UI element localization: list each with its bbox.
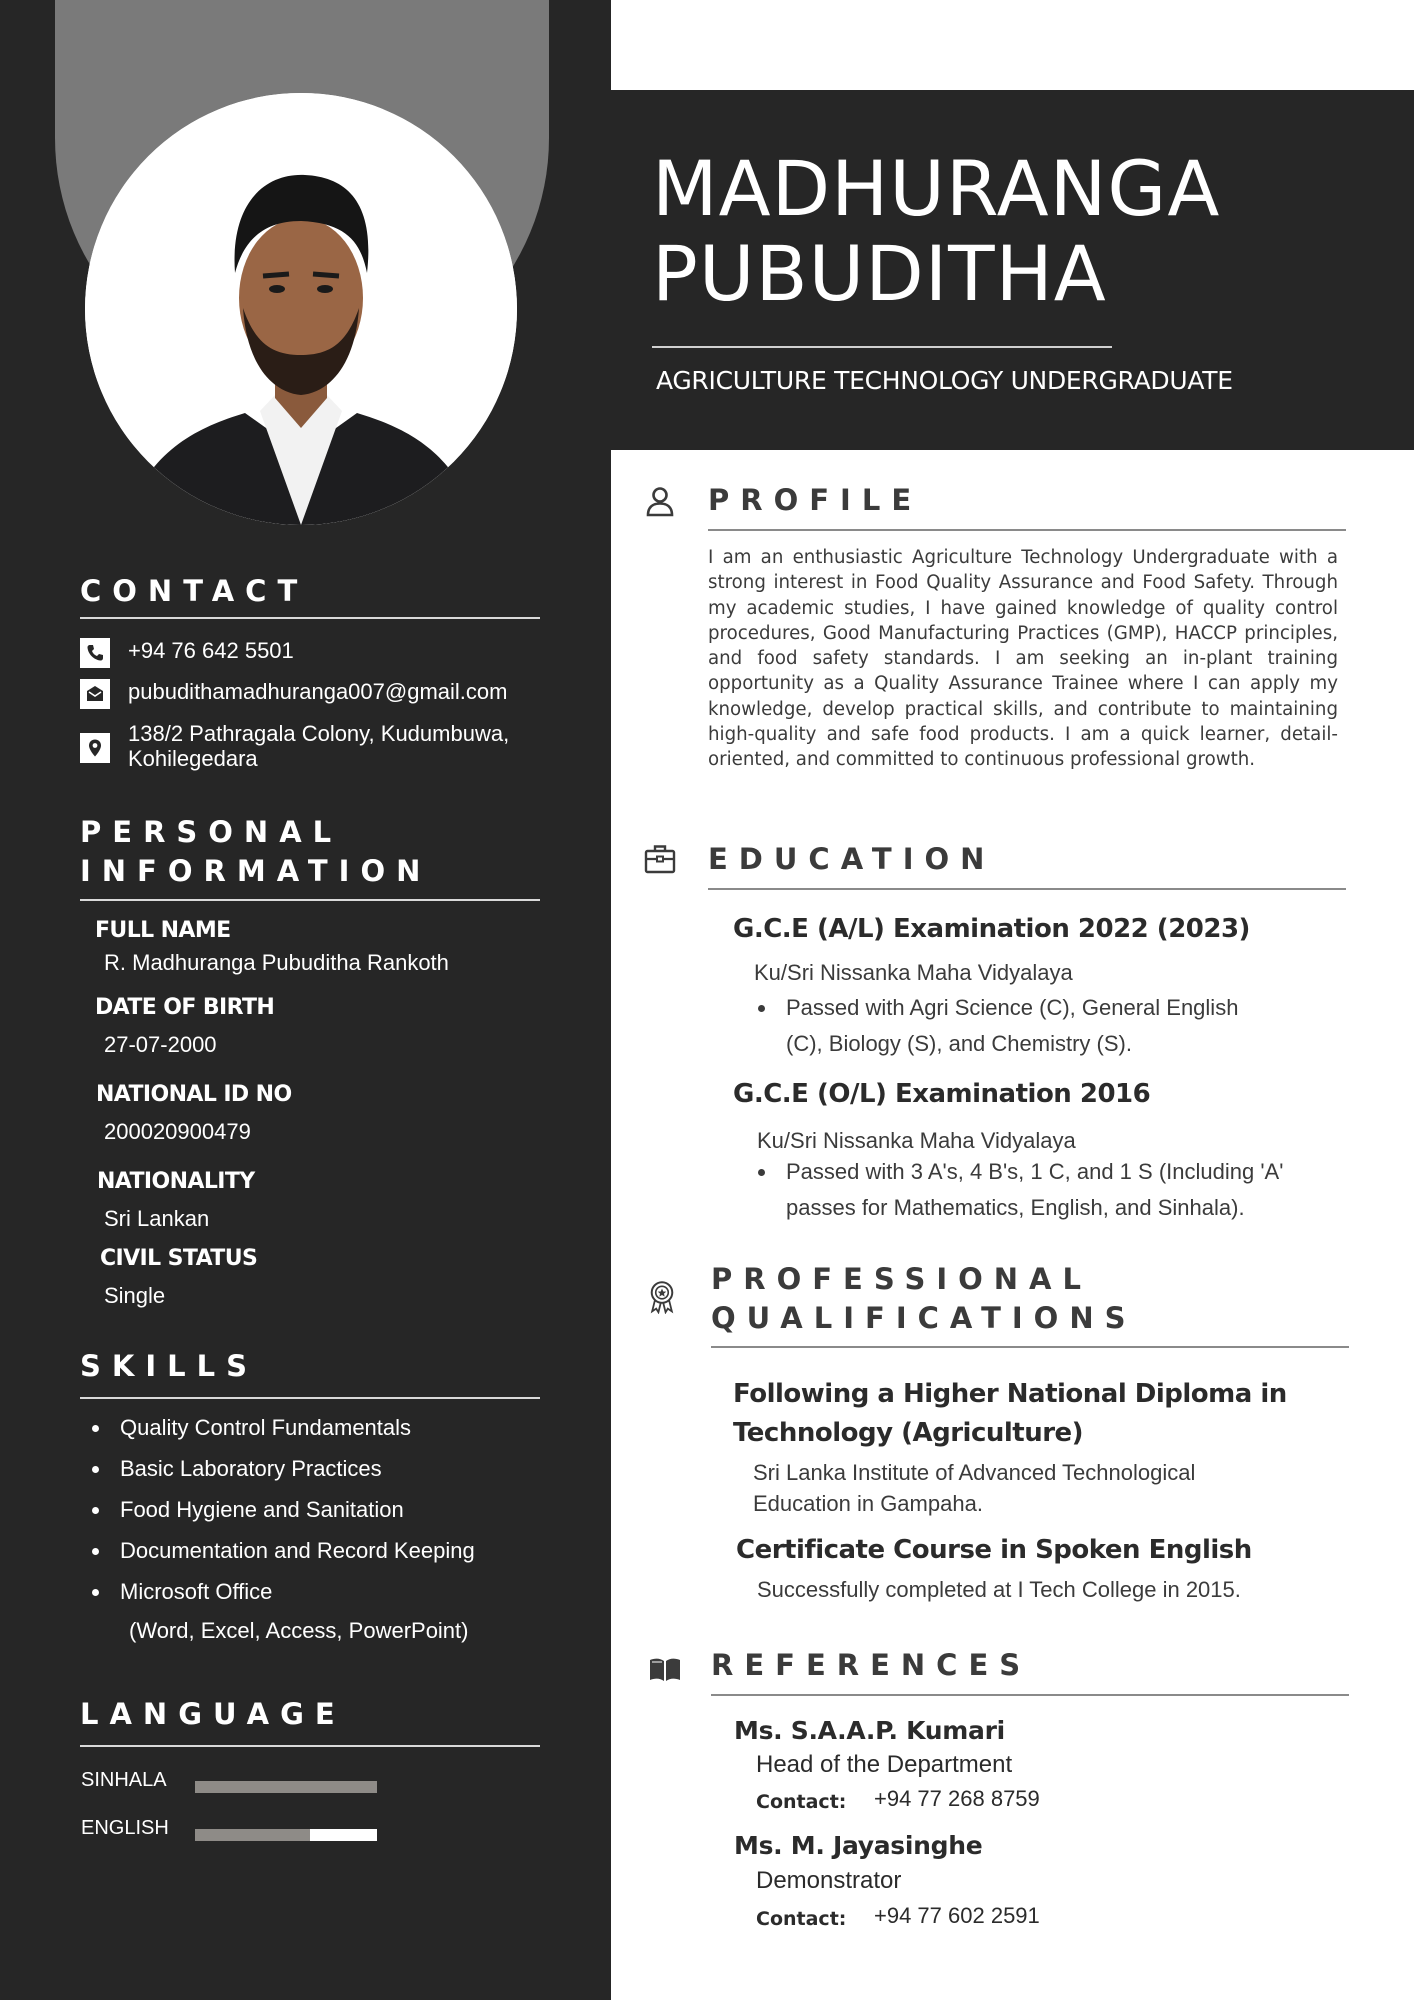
language-name: SINHALA: [81, 1769, 167, 1791]
ol-result-line-2: passes for Mathematics, English, and Sinhala).: [786, 1195, 1245, 1220]
profile-divider: [708, 529, 1346, 531]
hnd-institute: [753, 1457, 1195, 1519]
full-name-label: FULL NAME: [95, 918, 231, 943]
reference-phone[interactable]: +94 77 602 2591: [874, 1903, 1040, 1928]
personal-divider: [80, 899, 540, 901]
open-book-icon: [648, 1652, 682, 1686]
award-badge-icon: [645, 1280, 679, 1314]
reference-contact-label: Contact:: [756, 1791, 847, 1813]
ol-result: [756, 1154, 1283, 1226]
first-name: MADHURANGA: [652, 144, 1221, 233]
nationality-label: NATIONALITY: [97, 1169, 255, 1194]
hnd-institute-line-2: Education in Gampaha.: [753, 1491, 983, 1516]
nic-label: NATIONAL ID NO: [96, 1082, 292, 1107]
briefcase-icon: [643, 842, 677, 876]
phone-icon: [80, 638, 110, 668]
email-address: pubudithamadhuranga007@gmail.com: [128, 679, 508, 704]
ol-exam-title: G.C.E (O/L) Examination 2016: [733, 1079, 1151, 1109]
reference-role: Demonstrator: [756, 1867, 902, 1894]
skill-item: Microsoft Office: [92, 1577, 475, 1618]
language-level-bar: [195, 1781, 377, 1793]
job-title: AGRICULTURE TECHNOLOGY UNDERGRADUATE: [656, 366, 1233, 395]
certificate-title: Certificate Course in Spoken English: [736, 1535, 1252, 1565]
last-name: PUBUDITHA: [652, 229, 1107, 318]
certificate-text: Successfully completed at I Tech College in 2015.: [757, 1577, 1241, 1602]
ol-result-line-1: Passed with 3 A's, 4 B's, 1 C, and 1 S (Including 'A': [786, 1159, 1284, 1184]
address-line-1: 138/2 Pathragala Colony, Kudumbuwa,: [128, 721, 510, 746]
office-detail: (Word, Excel, Access, PowerPoint): [129, 1618, 469, 1643]
dob-value: 27-07-2000: [104, 1032, 217, 1057]
skill-item: Documentation and Record Keeping: [92, 1536, 475, 1577]
nic-value: 200020900479: [104, 1119, 251, 1144]
qualifications-divider: [711, 1346, 1349, 1348]
skills-list: [92, 1413, 475, 1618]
person-icon: [643, 484, 677, 518]
skills-divider: [80, 1397, 540, 1399]
contact-phone[interactable]: [80, 638, 294, 668]
language-heading: LANGUAGE: [80, 1697, 346, 1731]
personal-heading-line-1: PERSONAL: [80, 815, 343, 849]
civil-status-value: Single: [104, 1283, 166, 1308]
phone-number: +94 76 642 5501: [128, 638, 294, 663]
hnd-title-line-2: Technology (Agriculture): [733, 1418, 1084, 1448]
ol-school: Ku/Sri Nissanka Maha Vidyalaya: [757, 1128, 1076, 1153]
qualifications-heading-line-1: PROFESSIONAL: [711, 1262, 1092, 1296]
location-pin-icon: [80, 733, 110, 763]
reference-name: Ms. M. Jayasinghe: [734, 1831, 983, 1860]
al-result: [756, 990, 1238, 1062]
al-result-line-1: Passed with Agri Science (C), General English: [786, 995, 1239, 1020]
hnd-title-line-1: Following a Higher National Diploma in: [733, 1379, 1287, 1409]
language-level-fill: [195, 1829, 310, 1841]
reference-name: Ms. S.A.A.P. Kumari: [734, 1716, 1005, 1745]
al-result-line-2: (C), Biology (S), and Chemistry (S).: [786, 1031, 1132, 1056]
al-exam-title: G.C.E (A/L) Examination 2022 (2023): [733, 914, 1250, 944]
language-divider: [80, 1745, 540, 1747]
contact-address: [80, 721, 509, 771]
profile-heading: PROFILE: [708, 483, 923, 517]
hnd-title: [733, 1375, 1287, 1453]
title-divider: [652, 346, 1112, 348]
language-level-fill: [195, 1781, 377, 1793]
references-heading: REFERENCES: [711, 1648, 1032, 1682]
nationality-value: Sri Lankan: [104, 1206, 210, 1231]
profile-summary: I am an enthusiastic Agriculture Technology Undergraduate with a strong interest in Food Quality Assurance and Food Safety. Through my academic studies, I have gained knowledge of quality control procedures, Good Manufacturing Practices (GMP), HACCP principles, and food safety standards. I am seeking an in-plant training opportunity as a Quality Assurance Trainee where I can apply my knowledge, develop practical skills, and contribute to maintaining high-quality and safe food products. I am a quick learner, detail-oriented, and committed to continuous professional growth.: [708, 547, 1338, 771]
personal-heading-line-2: INFORMATION: [80, 854, 432, 888]
skill-item: Food Hygiene and Sanitation: [92, 1495, 475, 1536]
reference-role: Head of the Department: [756, 1751, 1013, 1778]
profile-photo: [85, 93, 517, 525]
contact-heading: CONTACT: [80, 574, 309, 608]
language-name: ENGLISH: [81, 1817, 169, 1839]
hnd-institute-line-1: Sri Lanka Institute of Advanced Technological: [753, 1460, 1196, 1485]
contact-divider: [80, 617, 540, 619]
education-divider: [708, 888, 1346, 890]
skills-heading: SKILLS: [80, 1349, 258, 1383]
contact-email[interactable]: [80, 679, 507, 709]
address-line-2: Kohilegedara: [128, 746, 258, 771]
full-name-value: R. Madhuranga Pubuditha Rankoth: [104, 950, 449, 975]
references-divider: [711, 1694, 1349, 1696]
dob-label: DATE OF BIRTH: [95, 995, 275, 1020]
education-heading: EDUCATION: [708, 842, 996, 876]
skill-item: Basic Laboratory Practices: [92, 1454, 475, 1495]
skill-item: Quality Control Fundamentals: [92, 1413, 475, 1454]
civil-status-label: CIVIL STATUS: [100, 1246, 258, 1271]
mail-icon: [80, 679, 110, 709]
reference-contact-label: Contact:: [756, 1908, 847, 1930]
al-school: Ku/Sri Nissanka Maha Vidyalaya: [754, 960, 1073, 985]
language-level-bar: [195, 1829, 377, 1841]
qualifications-heading-line-2: QUALIFICATIONS: [711, 1301, 1137, 1335]
reference-phone[interactable]: +94 77 268 8759: [874, 1786, 1040, 1811]
